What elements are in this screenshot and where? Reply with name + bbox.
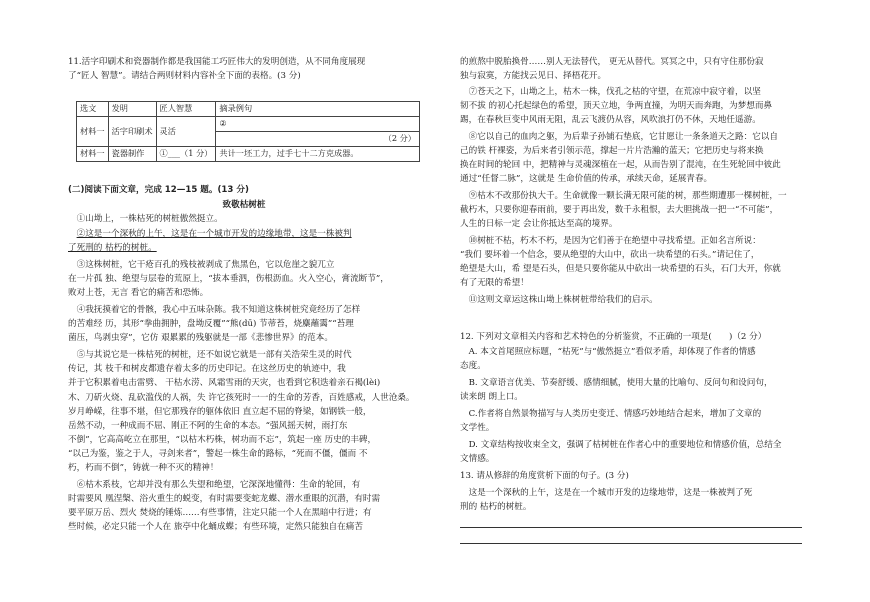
table-cell: 材料一: [77, 147, 109, 162]
paragraph-line: 并于它积累着电击雷劈、 干枯水涝、风霜雪雨的天灾，也看到它积迭着亲石褐(lèi): [68, 378, 381, 388]
table-row: [77, 147, 420, 162]
question-12: 12. 下列对文章相关内容和艺术特色的分析鉴赏，不正确的一项是( )（2 分）: [460, 332, 767, 342]
paragraph-line: ④我抚摸着它的骨骸，我心中五味杂陈。我不知道这株树桩究竟经历了怎样: [76, 305, 361, 315]
paragraph-line: 要平原万岳、烈火 焚烧的锤炼……有些事情，注定只能一个人在黑暗中行进；有: [68, 508, 372, 518]
paragraph-line: ③这株树桩，它干疮百孔的残枝被剥成了焦黑色，它以危崖之貌兀立: [76, 260, 335, 270]
paragraph-line: 岁月峥嵘，往事不堪，但它那残存的躯体依旧 直立起不屈的脊梁，如钢铁一般，: [68, 407, 372, 417]
question-11-line2: 了“匠人 智慧”。请结合两则材料内容补全下面的表格。(3 分): [68, 71, 301, 81]
paragraph-line: ⑧它以自己的血肉之躯，为后辈子孙铺石垫底，它甘愿让一条条道天之路：它以自: [468, 132, 778, 142]
question-11-line1: 11.活字印刷术和瓷器制作都是我国能工巧匠伟大的发明创造，从不同角度展现: [68, 57, 366, 67]
table-cell: 材料一: [77, 117, 109, 147]
paragraph-line: 韧不拔 的初心托起绿色的希望，顶天立地，争两直撞，为明天而奔跑，为梦想而鼻: [460, 101, 773, 111]
paragraph-line: 在一片孤 独、绝望与层卷的荒原上，“拔本垂泗，伤根沥血。火入空心，膏流断节”，: [68, 274, 389, 284]
paragraph-line: 人生的日标一定 会让你抵达至高的境界。: [460, 219, 618, 229]
paragraph-line: 岳然不动，一种成而不屈、刚正不阿的生命的本态。“强风摇天树，雨打东: [68, 421, 348, 431]
table-header: 发明: [108, 102, 156, 117]
paragraph-line: 换在时间的轮回 中，把精神与灵魂深植在一起，从而告别了混沌，在生死轮回中彼此: [460, 160, 781, 170]
q12-option-line[interactable]: A. 本文首尾照应标题，“枯死”与“傲然挺立”看似矛盾，却体现了作者的情感: [468, 347, 756, 357]
table-cell: 活字印刷术: [108, 117, 156, 147]
paragraph-line: 的苦难经 历，其形“拳曲拥肿，盘坳反覆”“熊(dū) 节蒂苔，烧麋蘸霭”“苔理: [68, 319, 354, 329]
paragraph-line: 时需要风 凰涅槃、浴火重生的蜕变，有时需要变蛇龙蝶、潜水重眼的沉潜，有时需: [68, 494, 381, 504]
q12-option-line[interactable]: D. 文章结构按收束全文，强调了枯树桩在作者心中的重要地位和情感价值，总结全: [468, 440, 782, 450]
paragraph-line: 绝望是大山，希 望是石头，但是只要你能从中砍出一块希望的石头，石门大开，你就: [460, 264, 781, 274]
paragraph-line: 败对上苍，无言 看它的痛苦和恐怖。: [68, 288, 209, 298]
table-header: 匠人智慧: [156, 102, 216, 117]
paragraph-line: ⑦苍天之下，山坳之上，枯木一株，伐孔之枯的守望，在荒凉中寂守着，以坚: [468, 87, 761, 97]
paragraph-line: ⑩树桩不枯，朽木不朽，是因为它们善于在绝望中寻找希望。正如名言所说：: [468, 236, 761, 246]
q12-option-line[interactable]: B. 文章语言优美、节奏舒缓、感情细腻，使用大量的比喻句、反问句和设问句，: [468, 378, 773, 388]
paragraph-line: ⑪这则文章运这株山坳上株树桩带给我们的启示。: [468, 295, 658, 305]
section-heading: (二)阅读下面文章，完成 12—15 题。(13 分): [68, 185, 249, 195]
paragraph-line: 独与寂寞，方能找云见日、择梧花开。: [460, 71, 607, 81]
paragraph-line: 朽，朽而不倒”，铸就一种不灭的精神！: [68, 463, 219, 473]
paragraph-line: 的煎熬中脱胎换骨……别人无法替代， 更无从替代。冥冥之中，只有守住那份寂: [460, 57, 764, 67]
paragraph-line: ⑥枯木系枝，它却并没有那么失望和绝望，它深深地懂得：生命的轮回，有: [76, 480, 361, 490]
paragraph-line: 了死刑的 枯朽的树桩。: [68, 243, 157, 253]
q12-option-line[interactable]: C.作者将自然景物描写与人类历史变迁、情感巧妙地结合起来，增加了文章的: [468, 409, 762, 419]
paragraph-line: 菌压，鸟剥虫穿”，它仿 艰累累的残躯就是一部《悲惨世界》的范本。: [68, 333, 333, 343]
paragraph-line: 通过“任督二脉”，这就是 生命价值的传承，承续天命，延展青春。: [460, 174, 713, 184]
paragraph-line: 己的铁 杆裸姿，为后来者引领示范，撑起一片片浩瀚的蓝天；它把历史与将来换: [460, 146, 764, 156]
table-cell-score: （2 分）: [216, 132, 420, 147]
table-header: 摘录例句: [216, 102, 420, 117]
paragraph-line: 传记，其 枝千和树皮都遗存着太多的历史印记。在这丝历史的轨迹中，我: [68, 364, 346, 374]
paragraph-line: ⑤与其说它是一株枯死的树桩，还不如说它就是一部有关浩荣生灵的时代: [76, 350, 352, 360]
question-13: 13. 请从修辞的角度赏析下面的句子。(3 分): [460, 471, 629, 481]
paragraph-line: 踢，在春秋巨变中风雨无阻，乱云飞渡仍从容，风吹浪打仍不休，天地任遥游。: [460, 115, 761, 125]
table-header: 选文: [77, 102, 109, 117]
paragraph-line: 截朽木，只要你迎春雨前，要于再出发，数千永租恨，去大胆挑战一把一“不可能”，: [460, 205, 779, 215]
q13-quote-line: 这是一个深秋的上午，这是在一个城市开发的边缘地带，这是一株被判了死: [468, 488, 753, 498]
table-row: [77, 117, 420, 132]
table-cell: 共计一坯工力，过手七十二方克成器。: [216, 147, 420, 162]
answer-line[interactable]: [460, 543, 802, 544]
q12-option-line: 文情感。: [460, 454, 495, 464]
table-cell: 瓷器制作: [108, 147, 156, 162]
answer-line[interactable]: [460, 527, 802, 528]
paragraph-line: 些时候，必定只能一个人在 旅亭中化蛹成蝶；有些环境，定然只能独自在痛苦: [68, 522, 363, 532]
paragraph-line: “我们 要坏着一个信念，要从绝望的大山中，砍出一块希望的石头。”请记住了，: [460, 250, 760, 260]
inventions-table: [76, 101, 420, 162]
table-cell: ②: [216, 117, 420, 132]
q12-option-line: 文学性。: [460, 423, 495, 433]
paragraph-line: 不倒”，它高高屹立在那里，“以枯木朽株，树功而不忘”，筑起一座 历史的丰碑，: [68, 435, 377, 445]
table-header-row: [77, 102, 420, 117]
article-title: 致敬枯树桩: [222, 200, 266, 210]
paragraph-line: 有了无限的希望！: [460, 278, 529, 288]
q13-quote-line: 刑的 枯朽的树桩。: [460, 502, 532, 512]
table-cell: 灵活: [156, 117, 216, 147]
paragraph-line: 木、刀斫火烧、乱砍滥伐的人祸，失 许它孩死时一一的生命的芳香，百姓感戒，人世沧桑。: [68, 393, 415, 403]
q12-option-line: 态度。: [460, 361, 486, 371]
paragraph-line: “以己为鉴，鉴之于人，寻剑来者”，警起一株生命的路标，“死而不僵，僵而 不: [68, 449, 368, 459]
paragraph-line: ②这是一个深秋的上午，这是在一个城市开发的边缘地带，这是一株被判: [76, 229, 352, 239]
paragraph-line: ⑨枯木不改那份执大千。生命就像一颗长满无限可能的树，那些期遭那一棵树桩，一: [468, 191, 787, 201]
q12-option-line: 读来朗 朗上口。: [460, 392, 523, 402]
paragraph-line: ①山坳上，一株枯死的树桩傲然挺立。: [76, 214, 223, 224]
table-cell-blank[interactable]: ①___（1 分）: [156, 147, 216, 162]
